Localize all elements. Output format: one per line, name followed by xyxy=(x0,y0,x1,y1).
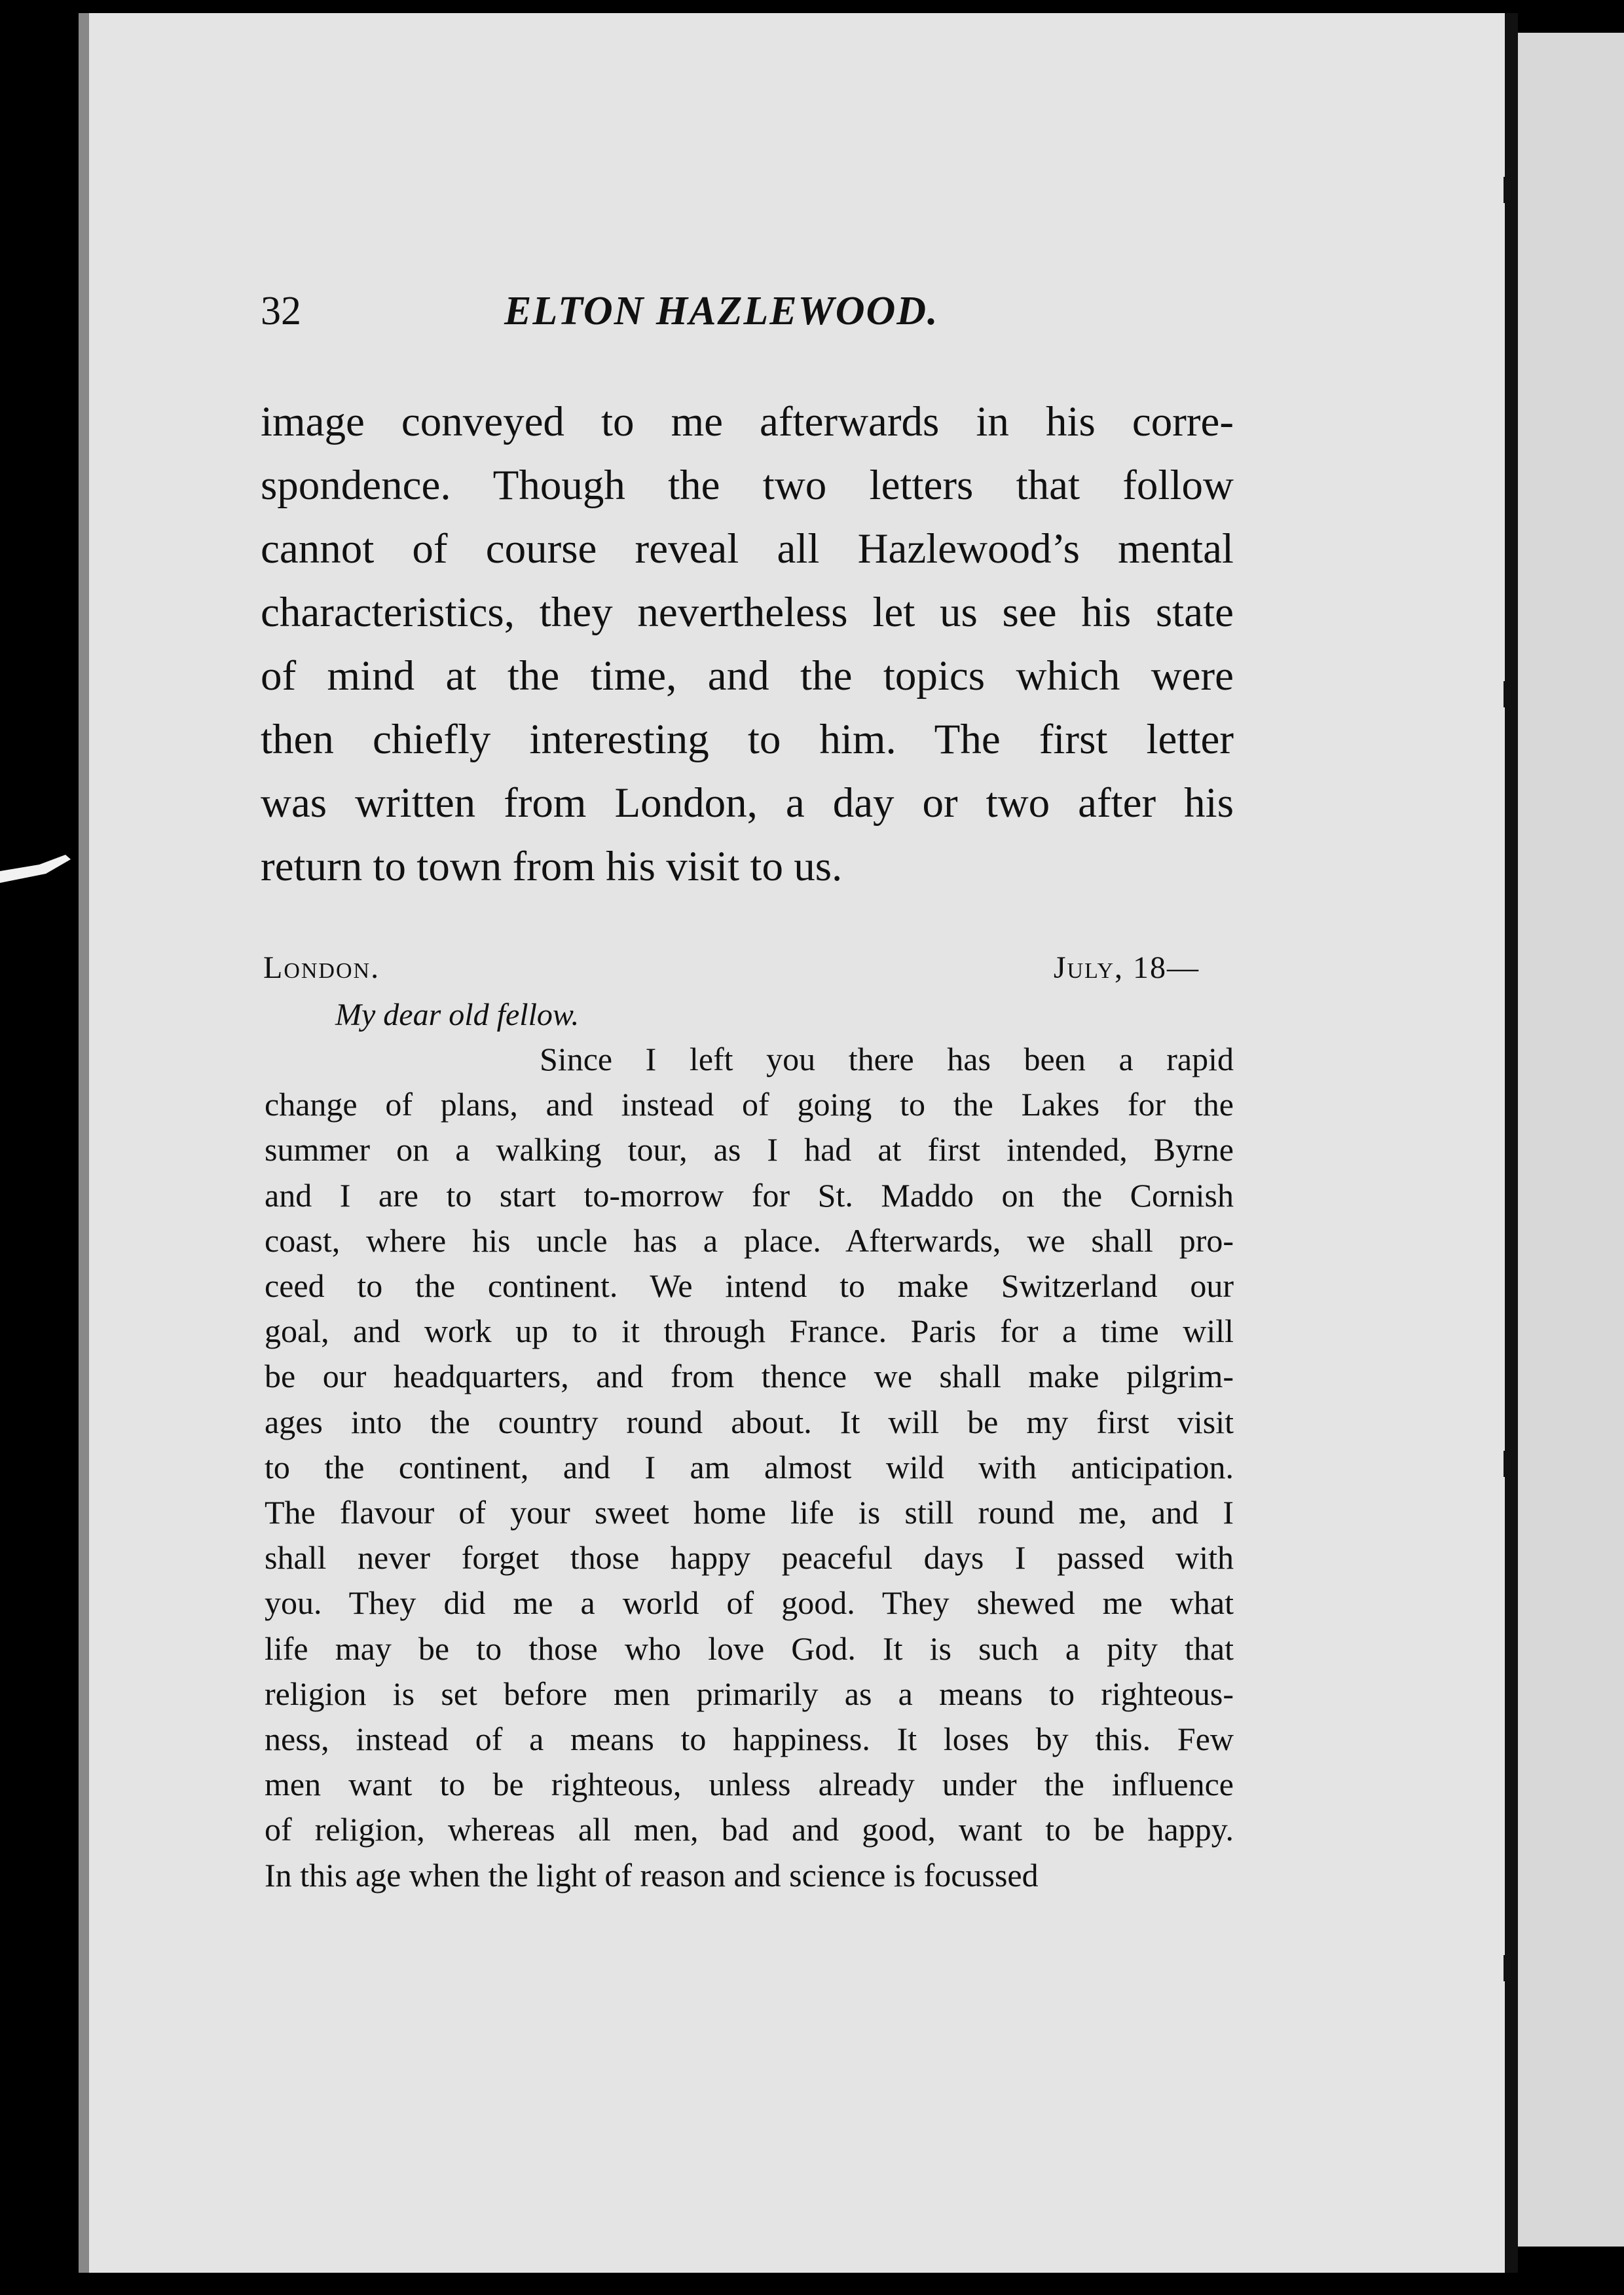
text-line: life may be to those who love God. It is such a pity that xyxy=(265,1630,1234,1667)
text-line: be our headquarters, and from thence we shall make pilgrim- xyxy=(265,1358,1234,1395)
text-line: to the continent, and I am almost wild with anticipation. xyxy=(265,1448,1234,1485)
text-line: return to town from his visit to us. xyxy=(261,843,843,890)
book-gutter xyxy=(1505,13,1518,2273)
text-line: characteristics, they nevertheless let us see his state xyxy=(261,589,1234,636)
letter-body xyxy=(265,1037,1234,1898)
gutter-mark xyxy=(1504,1955,1510,1981)
text-line: ness, instead of a means to happiness. It loses by this. Few xyxy=(265,1721,1234,1758)
text-line: change of plans, and instead of going to the Lakes for the xyxy=(265,1086,1234,1123)
page-edge-tab-icon xyxy=(0,851,72,891)
intro-paragraph xyxy=(261,390,1234,899)
text-line: coast, where his uncle has a place. Afterwards, we shall pro- xyxy=(265,1222,1234,1259)
text-line: In this age when the light of reason and science is focussed xyxy=(265,1856,1039,1894)
text-line: summer on a walking tour, as I had at first intended, Byrne xyxy=(265,1131,1234,1168)
gutter-mark xyxy=(1504,177,1510,203)
text-line: men want to be righteous, unless already under the influence xyxy=(265,1766,1234,1803)
text-line: of religion, whereas all men, bad and good, want to be happy. xyxy=(265,1811,1234,1848)
text-line: ceed to the continent. We intend to make Switzerland our xyxy=(265,1267,1234,1305)
text-line: and I are to start to-morrow for St. Maddo on the Cornish xyxy=(265,1176,1234,1214)
text-line: cannot of course reveal all Hazlewood’s mental xyxy=(261,525,1234,572)
text-line: then chiefly interesting to him. The first letter xyxy=(261,716,1234,763)
text-line: religion is set before men primarily as a means to righteous- xyxy=(265,1675,1234,1712)
facing-page-edge xyxy=(1518,33,1624,2247)
text-line: Since I left you there has been a rapid xyxy=(540,1041,1234,1077)
text-line: goal, and work up to it through France. Paris for a time will xyxy=(265,1313,1234,1350)
letter-heading xyxy=(263,950,1200,989)
text-line: image conveyed to me afterwards in his corre- xyxy=(261,398,1234,445)
gutter-mark xyxy=(1504,1451,1510,1477)
letter-place: London. xyxy=(263,950,380,985)
gutter-mark xyxy=(1504,681,1510,707)
running-title: ELTON HAZLEWOOD. xyxy=(504,289,939,333)
page-number: 32 xyxy=(261,289,301,333)
text-line: of mind at the time, and the topics which were xyxy=(261,652,1234,700)
text-line: you. They did me a world of good. They shewed me what xyxy=(265,1584,1234,1622)
text-line: ages into the country round about. It will be my first visit xyxy=(265,1403,1234,1440)
text-line: The flavour of your sweet home life is still round me, and I xyxy=(265,1494,1234,1531)
text-line: was written from London, a day or two after his xyxy=(261,779,1234,827)
letter-date: July, 18— xyxy=(1053,950,1200,985)
text-line: shall never forget those happy peaceful days I passed with xyxy=(265,1539,1234,1577)
text-line: spondence. Though the two letters that follow xyxy=(261,462,1234,509)
running-head xyxy=(261,288,1230,341)
letter-salutation: My dear old fellow. xyxy=(335,998,580,1032)
